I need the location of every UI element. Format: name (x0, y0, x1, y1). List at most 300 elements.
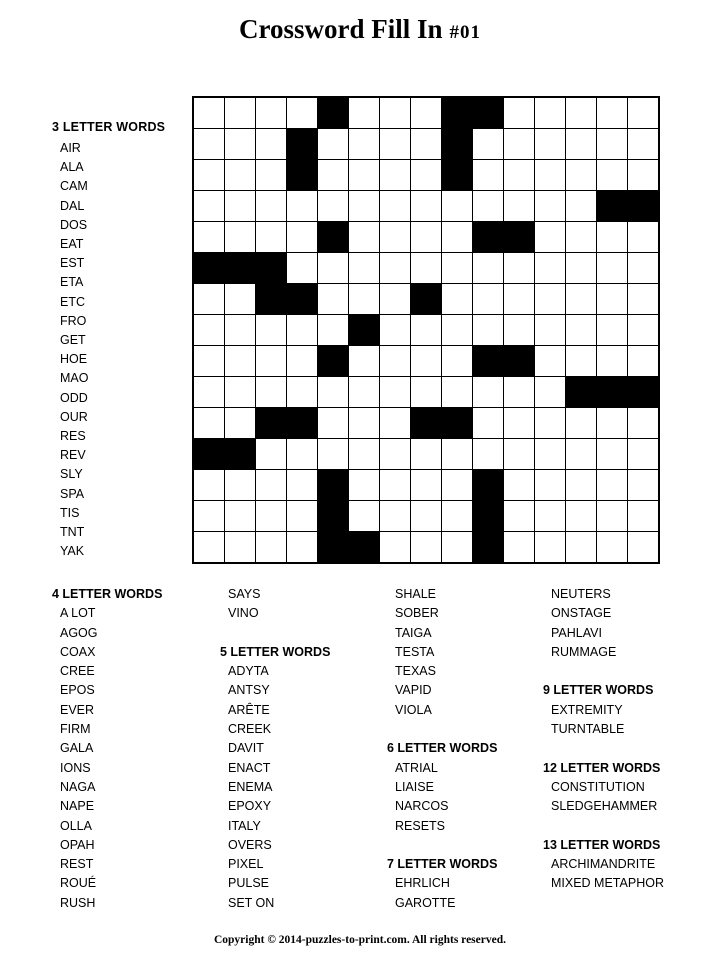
grid-cell-block (318, 532, 349, 564)
grid-cell-open[interactable] (380, 501, 411, 532)
word-entry: COAX (60, 644, 96, 659)
grid-cell-open[interactable] (442, 346, 473, 377)
grid-cell-open[interactable] (504, 532, 535, 564)
grid-row (193, 408, 659, 439)
grid-cell-open[interactable] (566, 97, 597, 129)
grid-cell-open[interactable] (318, 439, 349, 470)
word-entry: TAIGA (395, 625, 432, 640)
grid-cell-open[interactable] (473, 160, 504, 191)
grid-cell-open[interactable] (193, 97, 225, 129)
grid-cell-block (411, 284, 442, 315)
grid-cell-block (473, 222, 504, 253)
word-list-header: 12 LETTER WORDS (543, 760, 661, 775)
grid-row (193, 191, 659, 222)
grid-cell-open[interactable] (380, 160, 411, 191)
grid-cell-open[interactable] (193, 284, 225, 315)
grid-cell-open[interactable] (380, 253, 411, 284)
word-entry: NAPE (60, 799, 95, 814)
grid-cell-block (318, 470, 349, 501)
word-entry: NARCOS (395, 799, 449, 814)
grid-cell-open[interactable] (287, 315, 318, 346)
grid-cell-open[interactable] (473, 315, 504, 346)
grid-cell-open[interactable] (225, 284, 256, 315)
grid-cell-open[interactable] (535, 532, 566, 564)
grid-cell-open[interactable] (535, 315, 566, 346)
grid-cell-open[interactable] (349, 97, 380, 129)
grid-cell-open[interactable] (411, 470, 442, 501)
grid-cell-open[interactable] (535, 439, 566, 470)
grid-cell-open[interactable] (318, 284, 349, 315)
word-entry: HOE (60, 352, 88, 367)
page-title (0, 0, 720, 45)
grid-cell-open[interactable] (225, 129, 256, 160)
word-entry: SOBER (395, 606, 439, 621)
grid-cell-open[interactable] (411, 97, 442, 129)
grid-cell-open[interactable] (411, 222, 442, 253)
grid-cell-open[interactable] (628, 408, 660, 439)
grid-cell-open[interactable] (225, 377, 256, 408)
grid-cell-open[interactable] (597, 408, 628, 439)
grid-cell-open[interactable] (256, 346, 287, 377)
grid-cell-open[interactable] (225, 315, 256, 346)
grid-cell-open[interactable] (349, 501, 380, 532)
grid-cell-open[interactable] (628, 129, 660, 160)
grid-cell-open[interactable] (566, 501, 597, 532)
word-entry: TEXAS (395, 664, 436, 679)
grid-cell-open[interactable] (287, 501, 318, 532)
word-entry: VINO (228, 606, 259, 621)
grid-row (193, 284, 659, 315)
word-entry: MIXED METAPHOR (551, 876, 664, 891)
grid-row (193, 129, 659, 160)
grid-row (193, 97, 659, 129)
grid-cell-open[interactable] (380, 408, 411, 439)
grid-cell-open[interactable] (256, 439, 287, 470)
grid-cell-open[interactable] (628, 222, 660, 253)
grid-cell-open[interactable] (535, 97, 566, 129)
grid-cell-open[interactable] (535, 470, 566, 501)
grid-cell-block (318, 346, 349, 377)
grid-cell-open[interactable] (287, 346, 318, 377)
grid-cell-open[interactable] (411, 253, 442, 284)
grid-cell-block (473, 346, 504, 377)
grid-cell-open[interactable] (566, 253, 597, 284)
word-entry: DAVIT (228, 741, 264, 756)
grid-cell-open[interactable] (442, 470, 473, 501)
word-entry: ODD (60, 390, 88, 405)
list-spacer (220, 624, 380, 643)
grid-row (193, 253, 659, 284)
grid-cell-open[interactable] (287, 97, 318, 129)
grid-cell-open[interactable] (535, 377, 566, 408)
grid-cell-open[interactable] (473, 377, 504, 408)
word-list-header: 9 LETTER WORDS (543, 683, 654, 698)
word-entry: VIOLA (395, 702, 432, 717)
grid-cell-open[interactable] (566, 439, 597, 470)
grid-cell-open[interactable] (411, 346, 442, 377)
grid-cell-open[interactable] (411, 377, 442, 408)
grid-cell-open[interactable] (504, 160, 535, 191)
grid-cell-open[interactable] (349, 160, 380, 191)
grid-cell-open[interactable] (566, 470, 597, 501)
grid-cell-open[interactable] (380, 470, 411, 501)
grid-cell-block (318, 501, 349, 532)
grid-cell-open[interactable] (349, 470, 380, 501)
grid-cell-open[interactable] (566, 346, 597, 377)
grid-cell-block (442, 408, 473, 439)
grid-cell-open[interactable] (225, 97, 256, 129)
word-entry: OPAH (60, 837, 95, 852)
grid-cell-open[interactable] (535, 129, 566, 160)
word-entry: EHRLICH (395, 876, 450, 891)
word-entry: SLEDGEHAMMER (551, 799, 658, 814)
grid-cell-open[interactable] (504, 191, 535, 222)
word-entry: OLLA (60, 818, 92, 833)
word-entry: ARCHIMANDRITE (551, 857, 656, 872)
grid-cell-open[interactable] (442, 191, 473, 222)
word-list-column-2 (220, 585, 380, 913)
grid-cell-open[interactable] (442, 222, 473, 253)
grid-cell-open[interactable] (473, 284, 504, 315)
word-entry: DAL (60, 198, 85, 213)
crossword-grid[interactable] (192, 96, 660, 564)
grid-cell-block (566, 377, 597, 408)
grid-cell-block (411, 408, 442, 439)
grid-cell-open[interactable] (349, 284, 380, 315)
grid-cell-open[interactable] (566, 408, 597, 439)
grid-cell-open[interactable] (318, 315, 349, 346)
grid-cell-open[interactable] (597, 97, 628, 129)
word-entry: EPOXY (228, 799, 272, 814)
grid-cell-open[interactable] (193, 532, 225, 564)
grid-cell-open[interactable] (193, 346, 225, 377)
word-entry: SLY (60, 467, 83, 482)
grid-cell-open[interactable] (628, 470, 660, 501)
word-list-header: 6 LETTER WORDS (387, 741, 498, 756)
grid-cell-open[interactable] (442, 284, 473, 315)
grid-cell-open[interactable] (411, 315, 442, 346)
grid-cell-open[interactable] (256, 222, 287, 253)
grid-cell-block (287, 284, 318, 315)
grid-cell-open[interactable] (566, 191, 597, 222)
grid-cell-open[interactable] (380, 222, 411, 253)
word-entry: ONSTAGE (551, 606, 612, 621)
grid-cell-open[interactable] (411, 532, 442, 564)
grid-cell-open[interactable] (535, 191, 566, 222)
grid-cell-open[interactable] (349, 439, 380, 470)
grid-cell-open[interactable] (287, 439, 318, 470)
grid-cell-open[interactable] (442, 501, 473, 532)
grid-cell-open[interactable] (442, 315, 473, 346)
word-entry: ALA (60, 160, 84, 175)
grid-cell-open[interactable] (628, 346, 660, 377)
grid-cell-open[interactable] (473, 191, 504, 222)
word-entry: TIS (60, 505, 80, 520)
grid-cell-open[interactable] (225, 408, 256, 439)
grid-cell-open[interactable] (566, 222, 597, 253)
word-entry: SHALE (395, 587, 436, 601)
word-entry: PAHLAVI (551, 625, 602, 640)
copyright-footer: Copyright © 2014-puzzles-to-print.com. All rights reserved. (213, 934, 506, 946)
grid-cell-open[interactable] (349, 408, 380, 439)
grid-cell-open[interactable] (442, 253, 473, 284)
grid-cell-open[interactable] (597, 501, 628, 532)
grid-cell-block (287, 160, 318, 191)
grid-cell-open[interactable] (535, 346, 566, 377)
word-entry: RESETS (395, 818, 446, 833)
grid-cell-open[interactable] (287, 222, 318, 253)
word-entry: ROUÉ (60, 876, 97, 891)
word-entry: CAM (60, 179, 88, 194)
word-entry: TNT (60, 525, 85, 540)
grid-cell-open[interactable] (349, 377, 380, 408)
grid-cell-open[interactable] (287, 532, 318, 564)
grid-cell-block (473, 470, 504, 501)
grid-cell-open[interactable] (504, 439, 535, 470)
grid-cell-open[interactable] (318, 191, 349, 222)
grid-cell-open[interactable] (628, 315, 660, 346)
grid-cell-open[interactable] (380, 284, 411, 315)
grid-cell-open[interactable] (380, 97, 411, 129)
word-entry: NEUTERS (551, 587, 611, 601)
grid-cell-open[interactable] (473, 253, 504, 284)
grid-cell-open[interactable] (193, 129, 225, 160)
grid-cell-open[interactable] (349, 191, 380, 222)
word-entry: REST (60, 857, 94, 872)
word-entry: CREE (60, 664, 95, 679)
word-entry: FIRM (60, 722, 91, 737)
grid-cell-open[interactable] (380, 346, 411, 377)
grid-cell-open[interactable] (318, 408, 349, 439)
grid-cell-open[interactable] (256, 97, 287, 129)
grid-cell-open[interactable] (193, 160, 225, 191)
grid-cell-block (473, 97, 504, 129)
crossword-grid-table[interactable] (192, 96, 660, 564)
word-entry: TURNTABLE (551, 722, 625, 737)
grid-cell-open[interactable] (256, 191, 287, 222)
grid-cell-open[interactable] (349, 222, 380, 253)
grid-cell-open[interactable] (504, 253, 535, 284)
grid-cell-block (504, 346, 535, 377)
grid-cell-open[interactable] (597, 470, 628, 501)
grid-cell-open[interactable] (256, 501, 287, 532)
list-spacer (543, 739, 708, 758)
grid-cell-open[interactable] (225, 191, 256, 222)
word-entry: IONS (60, 760, 91, 775)
page-title-main: Crossword Fill In (239, 14, 443, 44)
word-entry: GET (60, 333, 86, 348)
word-entry: ITALY (228, 818, 261, 833)
grid-cell-open[interactable] (225, 222, 256, 253)
grid-cell-open[interactable] (193, 470, 225, 501)
word-entry: ENEMA (228, 779, 273, 794)
grid-cell-open[interactable] (504, 408, 535, 439)
grid-cell-open[interactable] (535, 284, 566, 315)
grid-cell-open[interactable] (411, 501, 442, 532)
grid-cell-block (349, 315, 380, 346)
grid-row (193, 439, 659, 470)
grid-cell-open[interactable] (504, 129, 535, 160)
grid-cell-open[interactable] (318, 129, 349, 160)
grid-cell-block (318, 222, 349, 253)
grid-cell-open[interactable] (473, 129, 504, 160)
grid-cell-block (349, 532, 380, 564)
grid-cell-open[interactable] (349, 346, 380, 377)
grid-cell-open[interactable] (628, 284, 660, 315)
grid-cell-open[interactable] (225, 532, 256, 564)
grid-cell-open[interactable] (380, 439, 411, 470)
grid-row (193, 346, 659, 377)
grid-cell-open[interactable] (442, 439, 473, 470)
grid-cell-block (287, 129, 318, 160)
grid-cell-open[interactable] (411, 439, 442, 470)
grid-cell-open[interactable] (287, 191, 318, 222)
word-entry: FRO (60, 313, 87, 328)
word-entry: GALA (60, 741, 94, 756)
word-entry: SPA (60, 486, 85, 501)
word-entry: MAO (60, 371, 89, 386)
grid-cell-open[interactable] (535, 160, 566, 191)
word-entry: PULSE (228, 876, 269, 891)
grid-cell-open[interactable] (535, 408, 566, 439)
word-entry: GAROTTE (395, 895, 456, 910)
word-entry: RUSH (60, 895, 96, 910)
grid-cell-open[interactable] (256, 315, 287, 346)
word-entry: OVERS (228, 837, 272, 852)
word-entry: ETA (60, 275, 84, 290)
grid-cell-open[interactable] (318, 160, 349, 191)
grid-cell-open[interactable] (597, 160, 628, 191)
three-letter-word-list (52, 120, 182, 561)
grid-cell-block (193, 439, 225, 470)
grid-cell-open[interactable] (628, 501, 660, 532)
grid-cell-open[interactable] (504, 501, 535, 532)
grid-cell-open[interactable] (504, 470, 535, 501)
grid-cell-open[interactable] (597, 284, 628, 315)
grid-cell-block (442, 129, 473, 160)
grid-cell-open[interactable] (597, 253, 628, 284)
grid-cell-block (256, 253, 287, 284)
grid-cell-open[interactable] (597, 129, 628, 160)
grid-cell-open[interactable] (349, 253, 380, 284)
grid-cell-open[interactable] (349, 129, 380, 160)
grid-cell-open[interactable] (535, 253, 566, 284)
grid-cell-open[interactable] (566, 315, 597, 346)
grid-cell-open[interactable] (597, 222, 628, 253)
grid-cell-open[interactable] (473, 439, 504, 470)
grid-cell-open[interactable] (318, 253, 349, 284)
grid-cell-open[interactable] (597, 532, 628, 564)
word-entry: EXTREMITY (551, 702, 623, 717)
grid-cell-open[interactable] (193, 222, 225, 253)
grid-cell-open[interactable] (287, 253, 318, 284)
word-entry: ARÊTE (228, 702, 270, 717)
grid-cell-open[interactable] (504, 315, 535, 346)
grid-row (193, 160, 659, 191)
word-entry: LIAISE (395, 779, 434, 794)
grid-cell-block (628, 377, 660, 408)
grid-cell-open[interactable] (287, 377, 318, 408)
grid-cell-open[interactable] (380, 532, 411, 564)
word-list-header: 4 LETTER WORDS (52, 587, 163, 601)
grid-cell-open[interactable] (628, 253, 660, 284)
grid-cell-open[interactable] (566, 160, 597, 191)
grid-cell-open[interactable] (193, 377, 225, 408)
grid-cell-open[interactable] (566, 129, 597, 160)
grid-cell-open[interactable] (442, 377, 473, 408)
grid-cell-open[interactable] (256, 470, 287, 501)
word-list-header: 13 LETTER WORDS (543, 837, 661, 852)
list-spacer (387, 720, 542, 739)
grid-cell-block (597, 191, 628, 222)
grid-cell-open[interactable] (380, 191, 411, 222)
grid-cell-open[interactable] (380, 129, 411, 160)
grid-cell-open[interactable] (535, 222, 566, 253)
word-list-header: 7 LETTER WORDS (387, 857, 498, 872)
word-list-header: 5 LETTER WORDS (220, 644, 331, 659)
grid-cell-open[interactable] (535, 501, 566, 532)
grid-cell-block (442, 97, 473, 129)
grid-cell-open[interactable] (628, 532, 660, 564)
grid-cell-open[interactable] (411, 129, 442, 160)
grid-cell-open[interactable] (256, 532, 287, 564)
grid-cell-block (504, 222, 535, 253)
grid-row (193, 377, 659, 408)
grid-cell-open[interactable] (504, 97, 535, 129)
grid-cell-open[interactable] (566, 284, 597, 315)
grid-cell-open[interactable] (504, 284, 535, 315)
grid-cell-open[interactable] (225, 160, 256, 191)
grid-cell-open[interactable] (256, 377, 287, 408)
grid-cell-open[interactable] (411, 160, 442, 191)
grid-cell-open[interactable] (473, 408, 504, 439)
word-entry: A LOT (60, 606, 96, 621)
grid-cell-open[interactable] (504, 377, 535, 408)
grid-cell-open[interactable] (225, 501, 256, 532)
grid-cell-open[interactable] (597, 346, 628, 377)
grid-cell-open[interactable] (318, 377, 349, 408)
list-spacer (543, 817, 708, 836)
word-list-column-4 (543, 585, 708, 894)
grid-cell-open[interactable] (193, 501, 225, 532)
word-entry: RES (60, 429, 86, 444)
grid-cell-block (597, 377, 628, 408)
grid-cell-open[interactable] (597, 439, 628, 470)
grid-cell-open[interactable] (225, 470, 256, 501)
word-entry: ATRIAL (395, 760, 438, 775)
grid-cell-open[interactable] (287, 470, 318, 501)
grid-cell-open[interactable] (628, 160, 660, 191)
grid-cell-open[interactable] (256, 129, 287, 160)
grid-cell-open[interactable] (380, 315, 411, 346)
word-entry: DOS (60, 217, 88, 232)
grid-cell-open[interactable] (628, 439, 660, 470)
grid-cell-open[interactable] (380, 377, 411, 408)
grid-cell-open[interactable] (597, 315, 628, 346)
grid-cell-open[interactable] (442, 532, 473, 564)
grid-cell-open[interactable] (225, 346, 256, 377)
word-entry: EAT (60, 237, 84, 252)
grid-cell-open[interactable] (256, 160, 287, 191)
grid-cell-open[interactable] (193, 408, 225, 439)
grid-cell-open[interactable] (411, 191, 442, 222)
word-entry: ETC (60, 294, 85, 309)
grid-cell-open[interactable] (193, 315, 225, 346)
grid-cell-open[interactable] (193, 191, 225, 222)
grid-cell-open[interactable] (566, 532, 597, 564)
list-spacer (543, 662, 708, 681)
grid-cell-open[interactable] (628, 97, 660, 129)
